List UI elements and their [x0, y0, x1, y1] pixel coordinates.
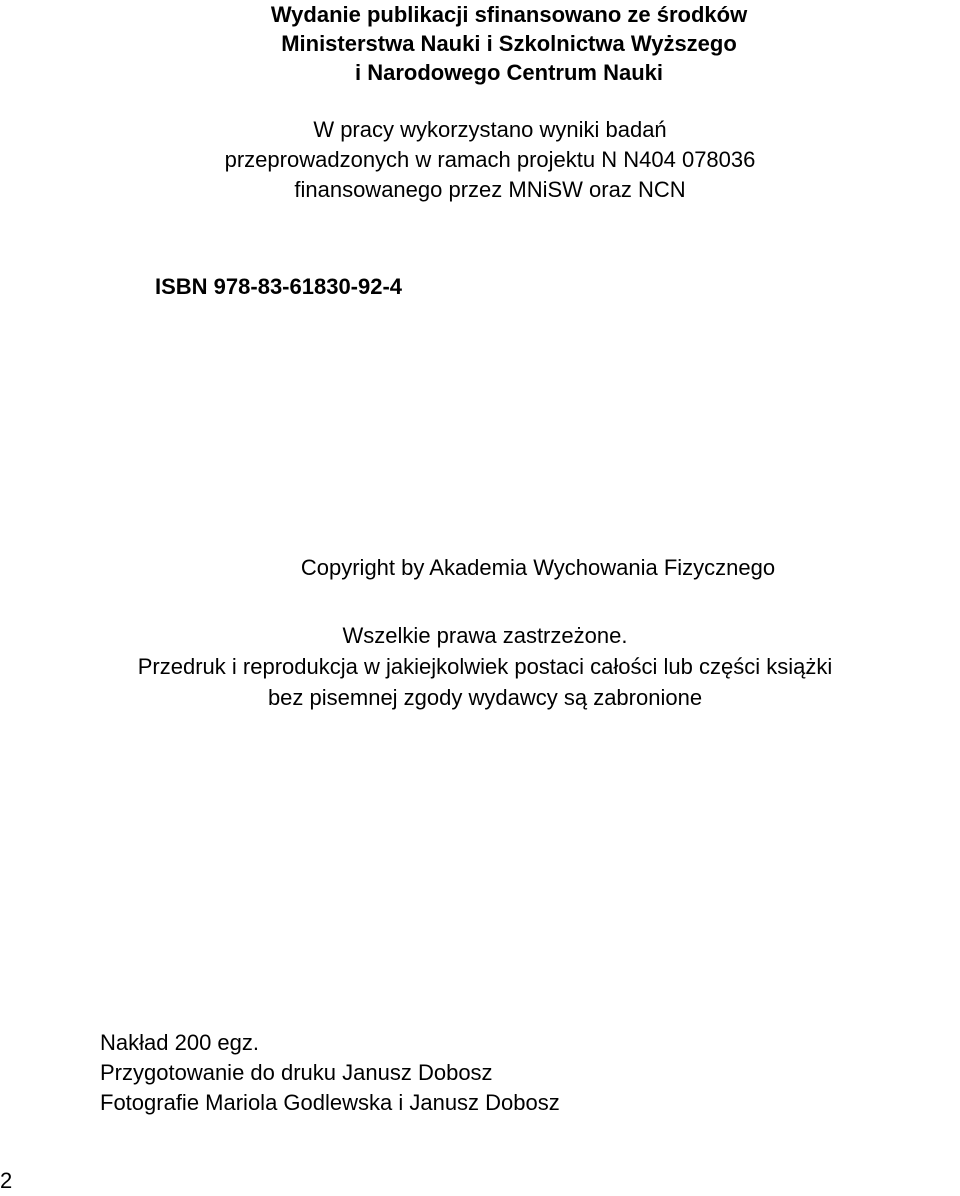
funding-line: i Narodowego Centrum Nauki [354, 60, 664, 85]
copyright-notice: Copyright by Akademia Wychowania Fizycznego [300, 555, 776, 580]
print-credits [100, 1028, 900, 1118]
credits-line: Nakład 200 egz. [100, 1030, 259, 1055]
research-note [0, 115, 960, 205]
funding-line: Ministerstwa Nauki i Szkolnictwa Wyższego [281, 31, 737, 56]
rights-notice [0, 620, 960, 713]
page-number: 2 [0, 1168, 13, 1193]
rights-line: Przedruk i reprodukcja w jakiejkolwiek postaci całości lub części książki [137, 654, 833, 679]
research-line: przeprowadzonych w ramach projektu N N404 078036 [224, 147, 756, 172]
research-line: finansowanego przez MNiSW oraz NCN [294, 177, 686, 202]
credits-line: Przygotowanie do druku Janusz Dobosz [100, 1060, 493, 1085]
funding-line: Wydanie publikacji sfinansowano ze środków [270, 2, 748, 27]
rights-line: bez pisemnej zgody wydawcy są zabronione [267, 685, 703, 710]
funding-statement [0, 0, 960, 87]
rights-line: Wszelkie prawa zastrzeżone. [342, 623, 628, 648]
isbn: ISBN 978-83-61830-92-4 [155, 274, 403, 299]
credits-line: Fotografie Mariola Godlewska i Janusz Dobosz [100, 1090, 560, 1115]
research-line: W pracy wykorzystano wyniki badań [313, 117, 667, 142]
